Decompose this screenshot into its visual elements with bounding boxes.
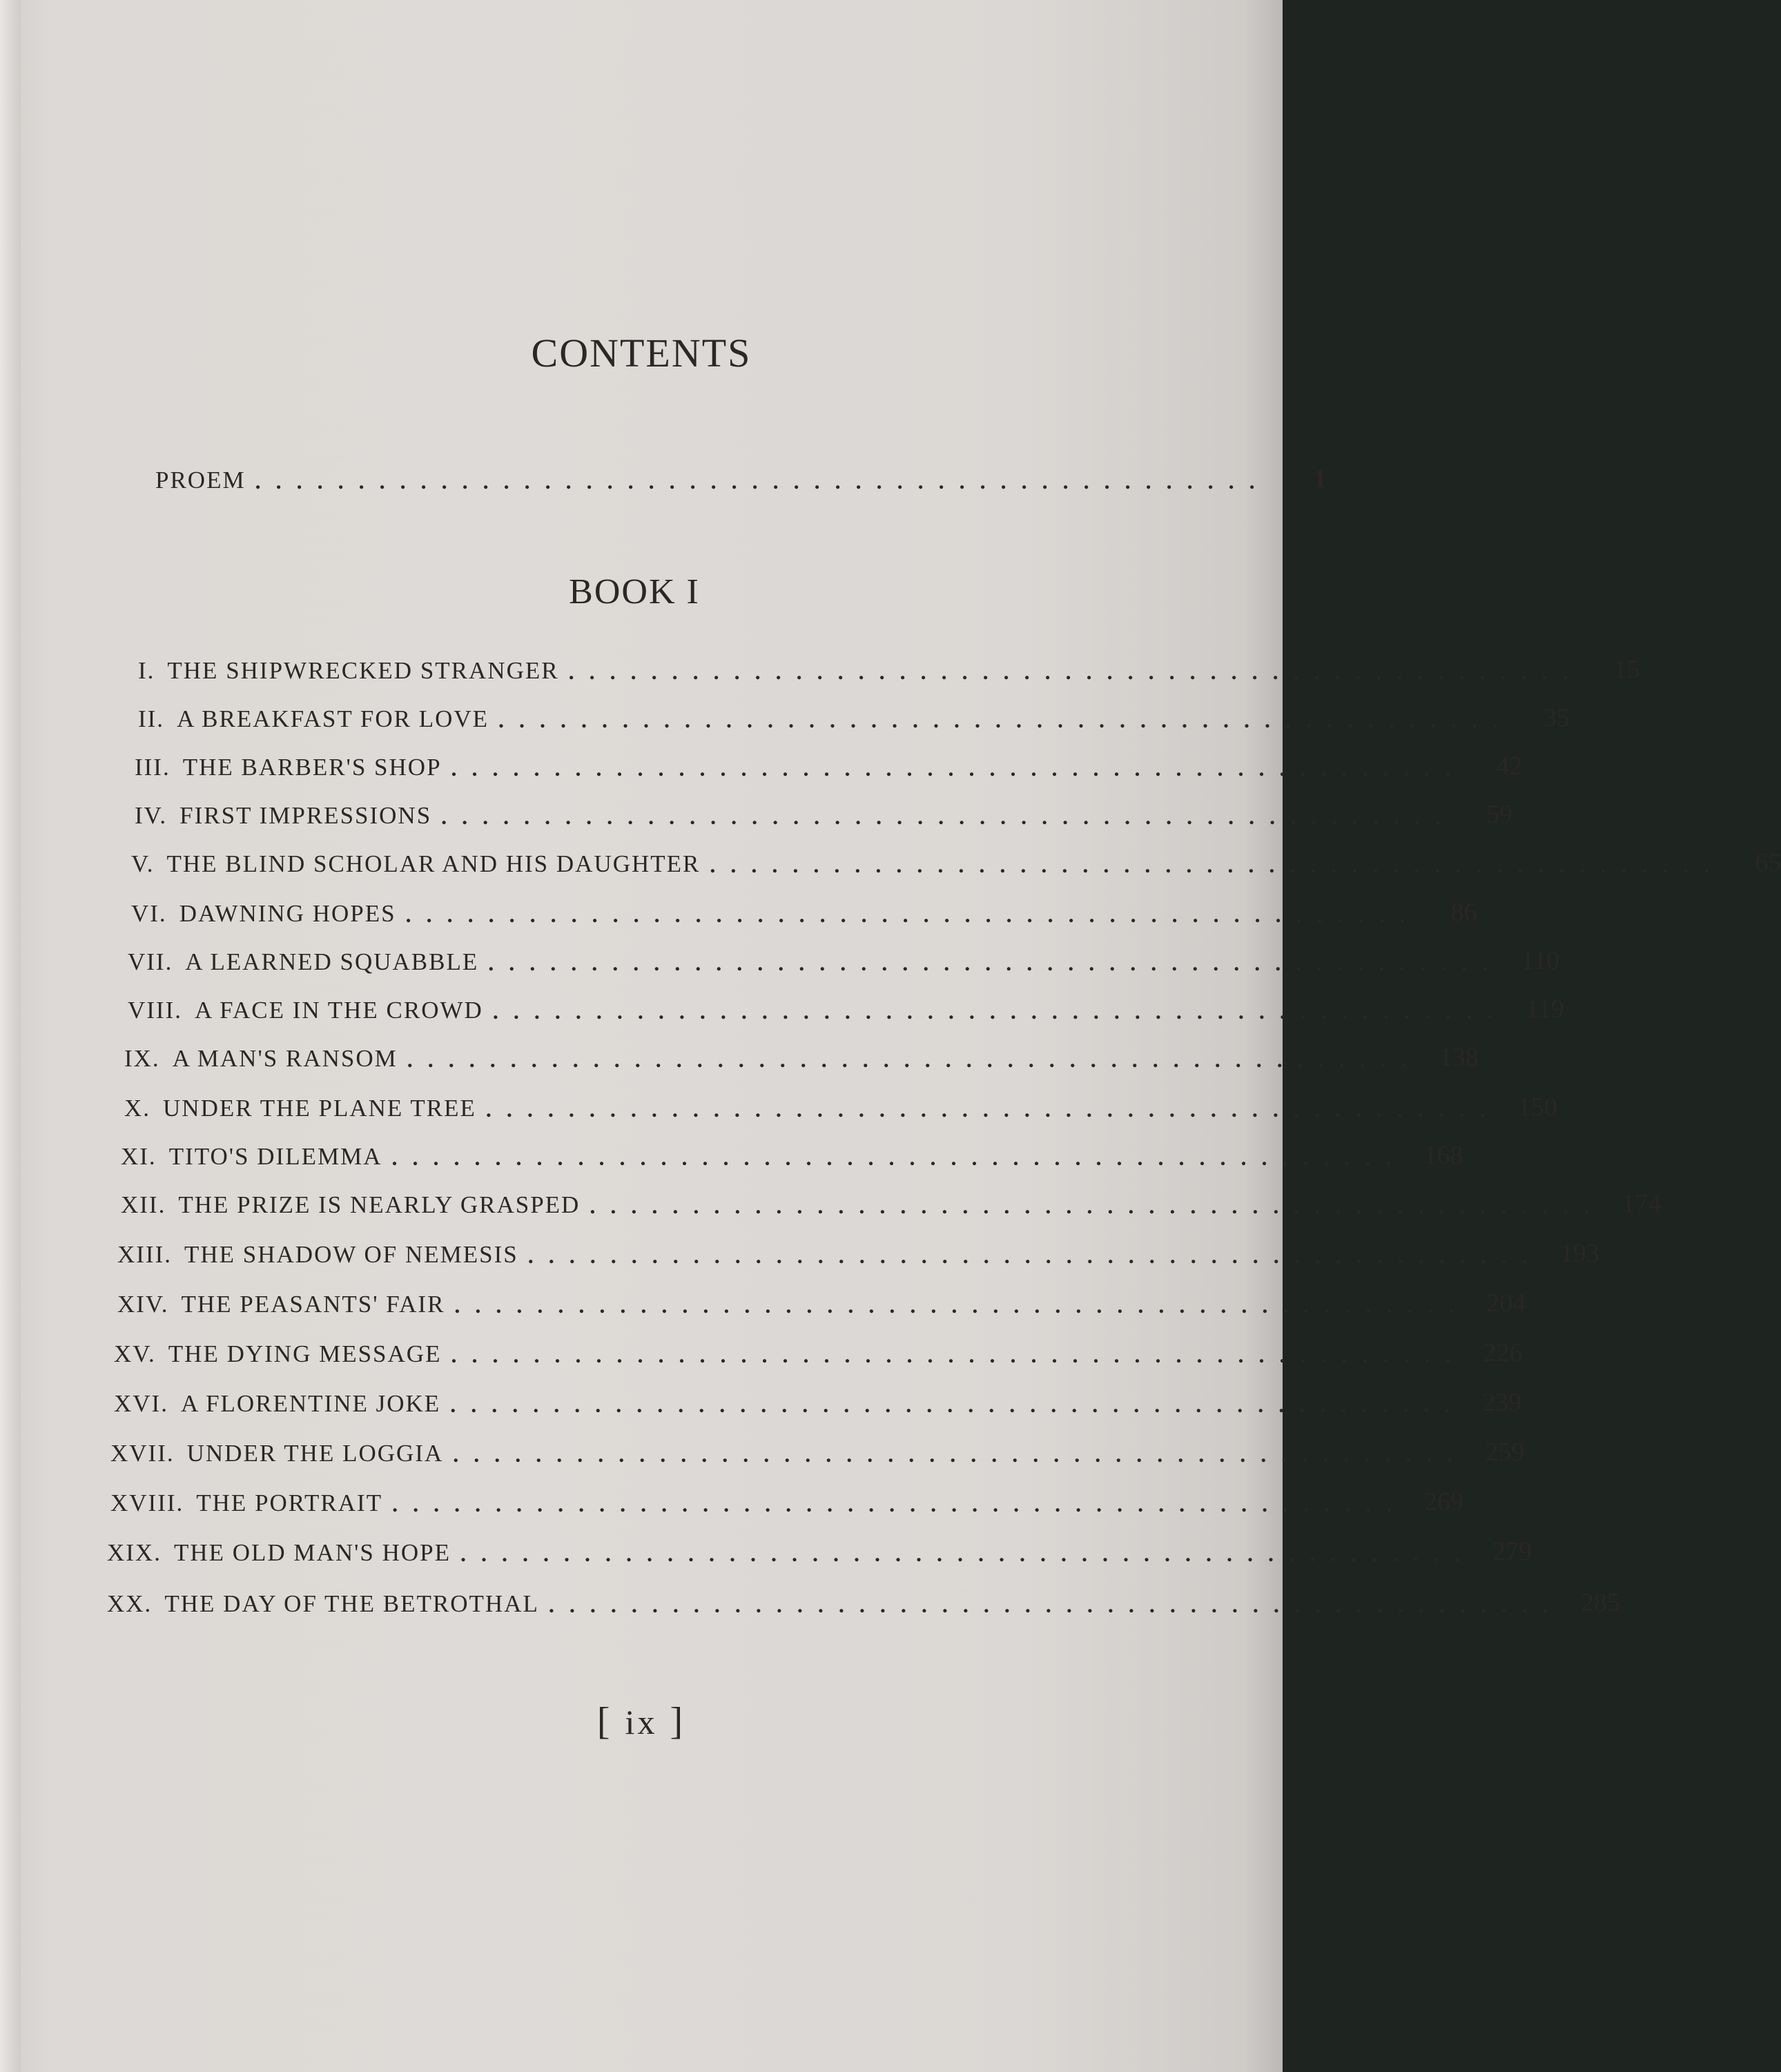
dot-leader: ................................................. xyxy=(451,1342,1466,1367)
dot-leader: ................................................. xyxy=(527,1243,1543,1268)
chapter-title: TITO'S DILEMMA xyxy=(168,1143,382,1170)
toc-entry xyxy=(128,986,1564,1024)
chapter-title: THE DYING MESSAGE xyxy=(168,1340,442,1367)
chapter-page: 168 xyxy=(1423,1141,1463,1170)
contents-heading: CONTENTS xyxy=(531,331,752,375)
toc-entry xyxy=(124,1084,1557,1122)
chapter-page: 15 xyxy=(1613,655,1640,684)
chapter-number: XIV. xyxy=(117,1291,169,1318)
chapter-title: THE SHIPWRECKED STRANGER xyxy=(167,657,559,684)
dot-leader: ................................................. xyxy=(407,1047,1422,1072)
folio-open-bracket: [ xyxy=(596,1700,613,1743)
dot-leader: ................................................. xyxy=(488,950,1503,975)
dot-leader: ................................................. xyxy=(498,707,1514,732)
dot-leader: ................................................. xyxy=(391,1145,1407,1170)
chapter-number: XIX. xyxy=(107,1539,162,1566)
chapter-number: VI. xyxy=(131,900,167,927)
dot-leader: ................................................. xyxy=(454,1293,1470,1318)
chapter-title: A FLORENTINE JOKE xyxy=(180,1390,441,1417)
toc-entry-page: 1 xyxy=(1313,465,1327,493)
chapter-number: III. xyxy=(135,754,171,781)
chapter-number: XVI. xyxy=(114,1390,168,1417)
chapter-number: IX. xyxy=(124,1045,160,1072)
chapter-page: 65 xyxy=(1755,848,1781,877)
toc-entry xyxy=(107,1528,1532,1567)
toc-entry xyxy=(138,694,1570,733)
chapter-title: A BREAKFAST FOR LOVE xyxy=(177,705,489,732)
dot-leader: ................................................. xyxy=(568,659,1584,684)
dot-leader: ................................................. xyxy=(710,852,1725,877)
chapter-title: THE BLIND SCHOLAR AND HIS DAUGHTER xyxy=(166,850,701,877)
chapter-title: A LEARNED SQUABBLE xyxy=(185,948,479,975)
chapter-number: XVII. xyxy=(110,1440,175,1467)
toc-entry xyxy=(135,743,1523,781)
toc-entry xyxy=(128,937,1560,976)
folio-close-bracket: ] xyxy=(670,1700,686,1743)
dot-leader: ................................................. xyxy=(392,1492,1408,1516)
chapter-title: FIRST IMPRESSIONS xyxy=(179,802,432,829)
chapter-page: 86 xyxy=(1450,898,1477,927)
book-heading: BOOK I xyxy=(569,572,700,612)
dot-leader: ................................................. xyxy=(460,1541,1476,1566)
chapter-number: XIII. xyxy=(117,1241,172,1268)
chapter-number: VII. xyxy=(128,948,173,975)
chapter-title: DAWNING HOPES xyxy=(179,900,396,927)
toc-entry-title: PROEM xyxy=(155,467,246,493)
toc-entry xyxy=(135,791,1513,830)
chapter-title: THE DAY OF THE BETROTHAL xyxy=(164,1590,539,1617)
dot-leader: ................................................. xyxy=(255,469,1270,493)
chapter-number: X. xyxy=(124,1095,151,1122)
chapter-title: THE BARBER'S SHOP xyxy=(182,754,442,781)
chapter-page: 35 xyxy=(1544,703,1570,732)
toc-entry xyxy=(107,1579,1620,1618)
dot-leader: ................................................. xyxy=(485,1097,1501,1122)
chapter-title: THE PRIZE IS NEARLY GRASPED xyxy=(178,1191,581,1218)
toc-entry-proem xyxy=(155,456,1327,494)
chapter-page: 285 xyxy=(1580,1588,1620,1617)
chapter-page: 269 xyxy=(1424,1487,1464,1516)
dot-leader: ................................................. xyxy=(451,756,1466,781)
chapter-title: A MAN'S RANSOM xyxy=(172,1045,398,1072)
toc-entry xyxy=(110,1429,1525,1467)
chapter-number: V. xyxy=(131,850,155,877)
chapter-title: UNDER THE PLANE TREE xyxy=(163,1095,476,1122)
dot-leader: ................................................. xyxy=(590,1193,1605,1218)
chapter-title: THE PORTRAIT xyxy=(196,1489,383,1516)
dot-leader: ................................................. xyxy=(548,1592,1564,1617)
chapter-page: 110 xyxy=(1521,946,1560,975)
toc-entry xyxy=(124,1034,1479,1073)
chapter-page: 193 xyxy=(1559,1239,1599,1268)
page-edge xyxy=(0,0,21,2072)
dot-leader: ................................................. xyxy=(492,999,1508,1024)
chapter-number: XV. xyxy=(114,1340,156,1367)
chapter-number: XII. xyxy=(121,1191,166,1218)
toc-entry xyxy=(110,1478,1464,1517)
chapter-page: 42 xyxy=(1496,752,1523,781)
chapter-page: 59 xyxy=(1486,800,1513,829)
dot-leader: ................................................. xyxy=(441,804,1457,829)
chapter-number: IV. xyxy=(135,802,168,829)
chapter-page: 119 xyxy=(1526,995,1564,1024)
chapter-page: 239 xyxy=(1482,1388,1522,1417)
chapter-page: 174 xyxy=(1622,1189,1662,1218)
folio-number: ix xyxy=(625,1703,658,1741)
toc-entry xyxy=(114,1379,1522,1418)
chapter-page: 279 xyxy=(1492,1537,1532,1566)
chapter-page: 259 xyxy=(1485,1438,1525,1467)
chapter-title: THE OLD MAN'S HOPE xyxy=(173,1539,451,1566)
chapter-page: 226 xyxy=(1483,1338,1523,1367)
chapter-number: II. xyxy=(138,705,165,732)
toc-entry xyxy=(121,1180,1662,1219)
chapter-number: XVIII. xyxy=(110,1489,184,1516)
chapter-number: VIII. xyxy=(128,997,182,1024)
chapter-number: XX. xyxy=(107,1590,153,1617)
toc-entry xyxy=(117,1230,1599,1269)
chapter-page: 150 xyxy=(1517,1093,1557,1122)
toc-entry xyxy=(138,646,1640,685)
chapter-page: 204 xyxy=(1486,1289,1526,1318)
toc-entry xyxy=(131,839,1781,878)
page-folio xyxy=(0,1699,1283,1743)
chapter-number: XI. xyxy=(121,1143,157,1170)
dot-leader: ................................................. xyxy=(450,1392,1466,1417)
chapter-title: THE PEASANTS' FAIR xyxy=(181,1291,445,1318)
toc-entry xyxy=(131,889,1477,928)
dot-leader: ................................................. xyxy=(453,1442,1468,1467)
chapter-page: 138 xyxy=(1439,1043,1479,1072)
dot-leader: ................................................. xyxy=(405,902,1421,927)
chapter-title: THE SHADOW OF NEMESIS xyxy=(184,1241,518,1268)
chapter-title: A FACE IN THE CROWD xyxy=(195,997,483,1024)
chapter-title: UNDER THE LOGGIA xyxy=(186,1440,444,1467)
chapter-number: I. xyxy=(138,657,155,684)
toc-entry xyxy=(114,1329,1523,1368)
toc-entry xyxy=(117,1280,1526,1318)
toc-entry xyxy=(121,1132,1463,1171)
